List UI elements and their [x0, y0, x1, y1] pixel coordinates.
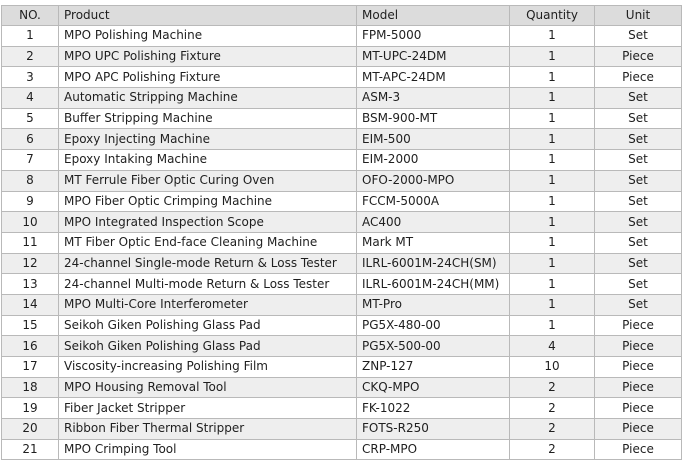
- cell-model: FOTS-R250: [357, 419, 510, 440]
- table-row: [2, 294, 682, 315]
- cell-quantity: 1: [510, 191, 595, 212]
- cell-unit: Set: [595, 294, 682, 315]
- cell-no: 18: [2, 377, 59, 398]
- cell-quantity: 1: [510, 294, 595, 315]
- cell-product: Fiber Jacket Stripper: [59, 398, 357, 419]
- cell-no: 4: [2, 88, 59, 109]
- cell-product: MPO Polishing Machine: [59, 26, 357, 47]
- table-row: [2, 357, 682, 378]
- cell-quantity: 2: [510, 419, 595, 440]
- equipment-table: [1, 5, 682, 460]
- cell-no: 6: [2, 129, 59, 150]
- table-row: [2, 398, 682, 419]
- cell-no: 19: [2, 398, 59, 419]
- cell-quantity: 1: [510, 170, 595, 191]
- cell-product: Epoxy Intaking Machine: [59, 150, 357, 171]
- cell-unit: Piece: [595, 315, 682, 336]
- header-product: Product: [59, 6, 357, 26]
- cell-quantity: 1: [510, 150, 595, 171]
- cell-quantity: 1: [510, 274, 595, 295]
- cell-product: MT Fiber Optic End-face Cleaning Machine: [59, 232, 357, 253]
- cell-product: 24-channel Multi-mode Return & Loss Tester: [59, 274, 357, 295]
- cell-no: 20: [2, 419, 59, 440]
- cell-model: BSM-900-MT: [357, 108, 510, 129]
- cell-product: Epoxy Injecting Machine: [59, 129, 357, 150]
- cell-product: MPO Crimping Tool: [59, 439, 357, 460]
- cell-unit: Set: [595, 191, 682, 212]
- cell-model: FK-1022: [357, 398, 510, 419]
- table-row: [2, 232, 682, 253]
- cell-unit: Set: [595, 150, 682, 171]
- cell-product: MPO Housing Removal Tool: [59, 377, 357, 398]
- cell-unit: Set: [595, 88, 682, 109]
- cell-quantity: 2: [510, 398, 595, 419]
- cell-unit: Piece: [595, 377, 682, 398]
- table-row: [2, 46, 682, 67]
- cell-no: 10: [2, 212, 59, 233]
- cell-unit: Set: [595, 232, 682, 253]
- table-row: [2, 150, 682, 171]
- table-row: [2, 315, 682, 336]
- cell-unit: Set: [595, 253, 682, 274]
- header-model: Model: [357, 6, 510, 26]
- table-row: [2, 212, 682, 233]
- cell-no: 7: [2, 150, 59, 171]
- table-row: [2, 26, 682, 47]
- cell-model: OFO-2000-MPO: [357, 170, 510, 191]
- cell-model: FPM-5000: [357, 26, 510, 47]
- cell-unit: Set: [595, 170, 682, 191]
- cell-no: 16: [2, 336, 59, 357]
- table-body: [2, 26, 682, 460]
- cell-unit: Piece: [595, 46, 682, 67]
- cell-model: CKQ-MPO: [357, 377, 510, 398]
- cell-no: 3: [2, 67, 59, 88]
- cell-unit: Piece: [595, 336, 682, 357]
- cell-model: EIM-2000: [357, 150, 510, 171]
- cell-product: MPO Multi-Core Interferometer: [59, 294, 357, 315]
- cell-unit: Piece: [595, 439, 682, 460]
- cell-unit: Piece: [595, 398, 682, 419]
- cell-unit: Set: [595, 129, 682, 150]
- cell-product: Automatic Stripping Machine: [59, 88, 357, 109]
- cell-unit: Piece: [595, 357, 682, 378]
- cell-unit: Piece: [595, 67, 682, 88]
- table-row: [2, 170, 682, 191]
- cell-no: 8: [2, 170, 59, 191]
- cell-product: MPO Fiber Optic Crimping Machine: [59, 191, 357, 212]
- cell-model: CRP-MPO: [357, 439, 510, 460]
- table-row: [2, 108, 682, 129]
- cell-model: MT-UPC-24DM: [357, 46, 510, 67]
- table-row: [2, 336, 682, 357]
- cell-product: MPO APC Polishing Fixture: [59, 67, 357, 88]
- cell-quantity: 1: [510, 232, 595, 253]
- cell-no: 11: [2, 232, 59, 253]
- cell-quantity: 1: [510, 67, 595, 88]
- cell-quantity: 4: [510, 336, 595, 357]
- cell-model: ILRL-6001M-24CH(SM): [357, 253, 510, 274]
- cell-unit: Set: [595, 108, 682, 129]
- cell-product: MPO Integrated Inspection Scope: [59, 212, 357, 233]
- cell-quantity: 1: [510, 315, 595, 336]
- cell-product: Seikoh Giken Polishing Glass Pad: [59, 336, 357, 357]
- table-row: [2, 253, 682, 274]
- cell-model: ILRL-6001M-24CH(MM): [357, 274, 510, 295]
- cell-no: 13: [2, 274, 59, 295]
- cell-quantity: 1: [510, 129, 595, 150]
- cell-unit: Set: [595, 26, 682, 47]
- cell-quantity: 2: [510, 377, 595, 398]
- table-row: [2, 439, 682, 460]
- table-row: [2, 67, 682, 88]
- cell-product: Viscosity-increasing Polishing Film: [59, 357, 357, 378]
- cell-no: 21: [2, 439, 59, 460]
- cell-model: PG5X-500-00: [357, 336, 510, 357]
- table-row: [2, 274, 682, 295]
- cell-no: 9: [2, 191, 59, 212]
- cell-quantity: 1: [510, 46, 595, 67]
- cell-no: 14: [2, 294, 59, 315]
- table-row: [2, 88, 682, 109]
- table-row: [2, 419, 682, 440]
- cell-model: FCCM-5000A: [357, 191, 510, 212]
- table-row: [2, 377, 682, 398]
- cell-no: 15: [2, 315, 59, 336]
- cell-no: 2: [2, 46, 59, 67]
- cell-quantity: 1: [510, 26, 595, 47]
- cell-product: Seikoh Giken Polishing Glass Pad: [59, 315, 357, 336]
- cell-no: 12: [2, 253, 59, 274]
- cell-unit: Set: [595, 274, 682, 295]
- cell-unit: Set: [595, 212, 682, 233]
- cell-model: Mark MT: [357, 232, 510, 253]
- cell-unit: Piece: [595, 419, 682, 440]
- cell-model: MT-Pro: [357, 294, 510, 315]
- cell-quantity: 1: [510, 88, 595, 109]
- cell-model: MT-APC-24DM: [357, 67, 510, 88]
- cell-no: 1: [2, 26, 59, 47]
- cell-model: AC400: [357, 212, 510, 233]
- header-unit: Unit: [595, 6, 682, 26]
- cell-model: ZNP-127: [357, 357, 510, 378]
- cell-no: 5: [2, 108, 59, 129]
- cell-model: EIM-500: [357, 129, 510, 150]
- cell-quantity: 1: [510, 253, 595, 274]
- table-row: [2, 191, 682, 212]
- cell-product: 24-channel Single-mode Return & Loss Tester: [59, 253, 357, 274]
- table-row: [2, 129, 682, 150]
- cell-product: Buffer Stripping Machine: [59, 108, 357, 129]
- header-no: NO.: [2, 6, 59, 26]
- cell-quantity: 2: [510, 439, 595, 460]
- cell-product: Ribbon Fiber Thermal Stripper: [59, 419, 357, 440]
- cell-quantity: 1: [510, 212, 595, 233]
- header-quantity: Quantity: [510, 6, 595, 26]
- header-row: [2, 6, 682, 26]
- cell-model: PG5X-480-00: [357, 315, 510, 336]
- cell-product: MT Ferrule Fiber Optic Curing Oven: [59, 170, 357, 191]
- cell-product: MPO UPC Polishing Fixture: [59, 46, 357, 67]
- cell-quantity: 10: [510, 357, 595, 378]
- table-header: [2, 6, 682, 26]
- cell-quantity: 1: [510, 108, 595, 129]
- cell-no: 17: [2, 357, 59, 378]
- cell-model: ASM-3: [357, 88, 510, 109]
